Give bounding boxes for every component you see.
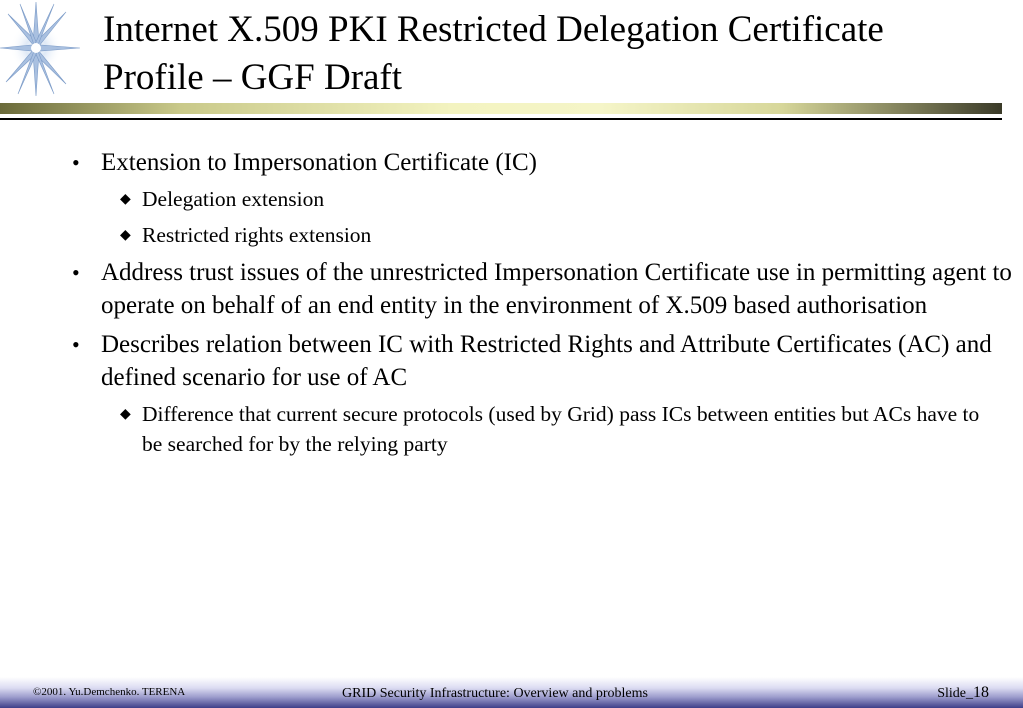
slide-title-line-1: Internet X.509 PKI Restricted Delegation Certificate xyxy=(103,9,884,50)
title-thin-divider xyxy=(0,118,1002,120)
diamond-bullet-icon: ◆ xyxy=(120,407,131,422)
sub-bullet-item xyxy=(0,185,1023,215)
sub-bullet-text: Difference that current secure protocols (used by Grid) pass ICs between entities but ACs have to be searched for by the relying party xyxy=(142,402,980,456)
sub-bullet-text: Delegation extension xyxy=(142,187,325,211)
sub-bullet-item xyxy=(0,400,1023,459)
bullet-text: Extension to Impersonation Certificate (IC) xyxy=(101,149,537,176)
footer-copyright: ©2001. Yu.Demchenko. TERENA xyxy=(33,686,186,698)
bullet-dot-icon: • xyxy=(72,260,80,285)
slide-title-line-2: Profile – GGF Draft xyxy=(103,57,403,98)
sub-bullet-text: Restricted rights extension xyxy=(142,222,372,247)
slide-title xyxy=(103,6,1003,102)
bullet-item xyxy=(0,328,1023,394)
diamond-bullet-icon: ◆ xyxy=(120,192,131,207)
bullet-text: Describes relation between IC with Restricted Rights and Attribute Certificates (AC) and defined scenario for use of AC xyxy=(101,331,992,391)
footer-slide-number xyxy=(937,684,989,702)
bullet-item xyxy=(0,256,1023,322)
sub-bullet-item xyxy=(0,221,1023,251)
slide-number: 18 xyxy=(973,684,989,701)
slide-body xyxy=(0,146,1023,465)
diamond-bullet-icon: ◆ xyxy=(120,227,131,243)
bullet-dot-icon: • xyxy=(72,332,80,357)
bullet-dot-icon: • xyxy=(72,150,80,175)
slide-label: Slide_ xyxy=(937,686,973,701)
title-gradient-divider xyxy=(0,103,1002,114)
bullet-item xyxy=(0,146,1023,179)
star-burst-icon xyxy=(0,0,86,100)
bullet-text: Address trust issues of the unrestricted Impersonation Certificate use in permitting agent to operate on behalf of an end entity in the environment of X.509 based authorisation xyxy=(101,259,1012,319)
footer-presentation-title: GRID Security Infrastructure: Overview and problems xyxy=(342,686,648,701)
